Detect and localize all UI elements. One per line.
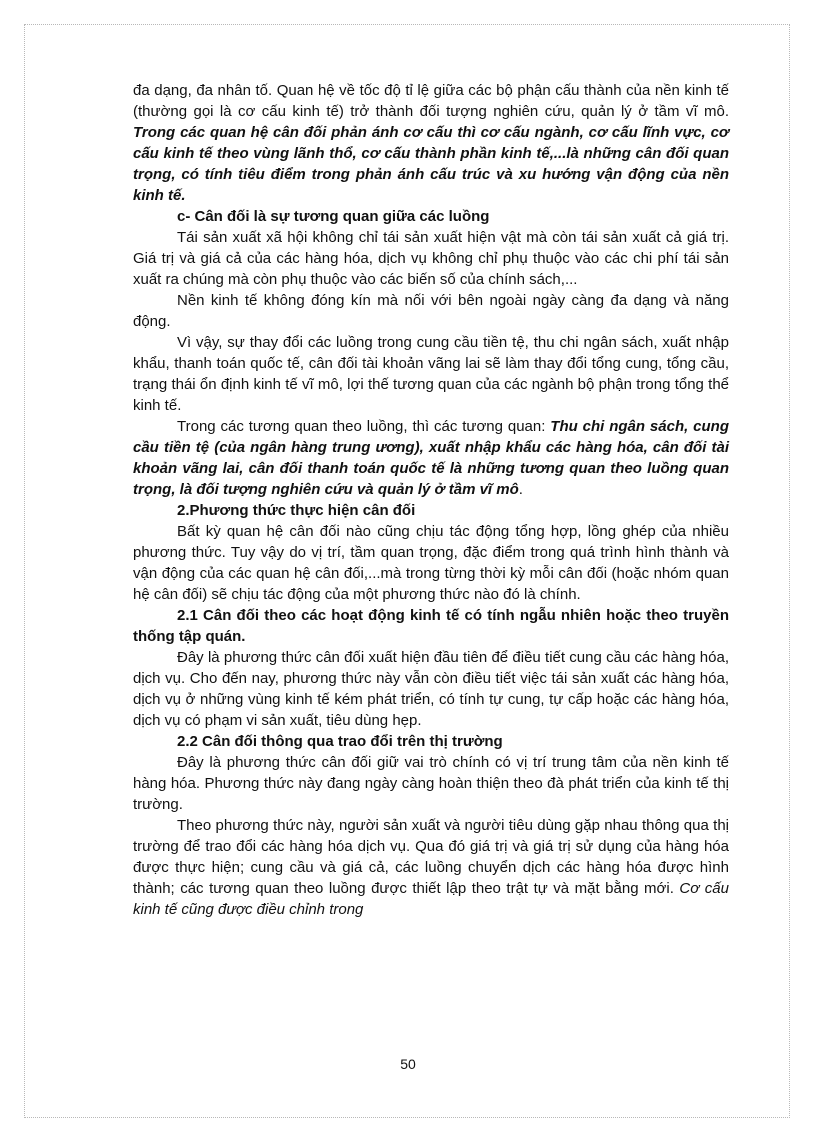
paragraph-4: Vì vậy, sự thay đổi các luồng trong cung cầu tiền tệ, thu chi ngân sách, xuất nhập khẩu, thanh toán quốc tế, cân đối tài khoản vãng lai sẽ làm thay đổi tổng cung, tổng cầu, trạng thái ổn định kinh tế vĩ mô, lợi thế tương quan của các ngành bộ phận trong tổng thể kinh tế. xyxy=(133,334,729,414)
document-body xyxy=(133,80,729,920)
paragraph-5: Trong các tương quan theo luồng, thì các tương quan: Thu chi ngân sách, cung cầu tiền tệ (của ngân hàng trung ương), xuất nhập khẩu các hàng hóa, cân đối tài khoản vãng lai, cân đối thanh toán quốc tế là những tương quan theo luồng quan trọng, là đối tượng nghiên cứu và quản lý ở tầm vĩ mô. xyxy=(133,418,729,498)
section-heading-2-1: 2.1 Cân đối theo các hoạt động kinh tế có tính ngẫu nhiên hoặc theo truyền thống tập quán. xyxy=(133,607,729,645)
paragraph-9: Theo phương thức này, người sản xuất và người tiêu dùng gặp nhau thông qua thị trường để trao đổi các hàng hóa dịch vụ. Qua đó giá trị và giá trị sử dụng của hàng hóa được thực hiện; cung cầu và giá cả, các luồng chuyển dịch các hàng hóa được hình thành; các tương quan theo luồng được thiết lập theo trật tự và mặt bằng mới. Cơ cấu kinh tế cũng được điều chỉnh trong xyxy=(133,817,729,918)
section-heading-2-2: 2.2 Cân đối thông qua trao đổi trên thị trường xyxy=(177,733,503,750)
section-heading-2: 2.Phương thức thực hiện cân đối xyxy=(177,502,416,519)
emphasis-text: Trong các quan hệ cân đối phản ánh cơ cấu thì cơ cấu ngành, cơ cấu lĩnh vực, cơ cấu kinh tế theo vùng lãnh thổ, cơ cấu thành phần kinh tế,...là những cân đối quan trọng, có tính tiêu điểm trong phản ánh cấu trúc và xu hướng vận động của nền kinh tế. xyxy=(133,124,729,204)
paragraph-2: Tái sản xuất xã hội không chỉ tái sản xuất hiện vật mà còn tái sản xuất cả giá trị. Giá trị và giá cả của các hàng hóa, dịch vụ không chỉ phụ thuộc vào các chi phí tái sản xuất ra chúng mà còn phụ thuộc vào các biến số của chính sách,... xyxy=(133,229,729,288)
paragraph-8: Đây là phương thức cân đối giữ vai trò chính có vị trí trung tâm của nền kinh tế hàng hóa. Phương thức này đang ngày càng hoàn thiện theo đà phát triển của kinh tế thị trường. xyxy=(133,754,729,813)
paragraph-1: đa dạng, đa nhân tố. Quan hệ về tốc độ tỉ lệ giữa các bộ phận cấu thành của nền kinh tế (thường gọi là cơ cấu kinh tế) trở thành đối tượng nghiên cứu, quản lý ở tầm vĩ mô. Trong các quan hệ cân đối phản ánh cơ cấu thì cơ cấu ngành, cơ cấu lĩnh vực, cơ cấu kinh tế theo vùng lãnh thổ, cơ cấu thành phần kinh tế,...là những cân đối quan trọng, có tính tiêu điểm trong phản ánh cấu trúc và xu hướng vận động của nền kinh tế. xyxy=(133,82,729,204)
paragraph-7: Đây là phương thức cân đối xuất hiện đầu tiên để điều tiết cung cầu các hàng hóa, dịch vụ. Cho đến nay, phương thức này vẫn còn điều tiết việc tái sản xuất các hàng hóa, dịch vụ ở những vùng kinh tế kém phát triển, có tính tự cung, tự cấp hoặc các hàng hóa, dịch vụ có phạm vi sản xuất, tiêu dùng hẹp. xyxy=(133,649,729,729)
paragraph-6: Bất kỳ quan hệ cân đối nào cũng chịu tác động tổng hợp, lồng ghép của nhiều phương thức. Tuy vậy do vị trí, tầm quan trọng, đặc điểm trong quá trình hình thành và vận động của các quan hệ cân đối,...mà trong từng thời kỳ mỗi cân đối (hoặc nhóm quan hệ cân đối) sẽ chịu tác động của một phương thức nào đó là chính. xyxy=(133,523,729,603)
italic-text: Cơ cấu kinh tế cũng được điều chỉnh trong xyxy=(133,880,729,918)
paragraph-3: Nền kinh tế không đóng kín mà nối với bên ngoài ngày càng đa dạng và năng động. xyxy=(133,292,729,330)
emphasis-text: Thu chi ngân sách, cung cầu tiền tệ (của ngân hàng trung ương), xuất nhập khẩu các hàng hóa, cân đối tài khoản vãng lai, cân đối thanh toán quốc tế là những tương quan theo luồng quan trọng, là đối tượng nghiên cứu và quản lý ở tầm vĩ mô xyxy=(133,418,729,498)
page-number: 50 xyxy=(400,1056,416,1072)
section-heading-c: c- Cân đối là sự tương quan giữa các luồng xyxy=(177,208,490,225)
